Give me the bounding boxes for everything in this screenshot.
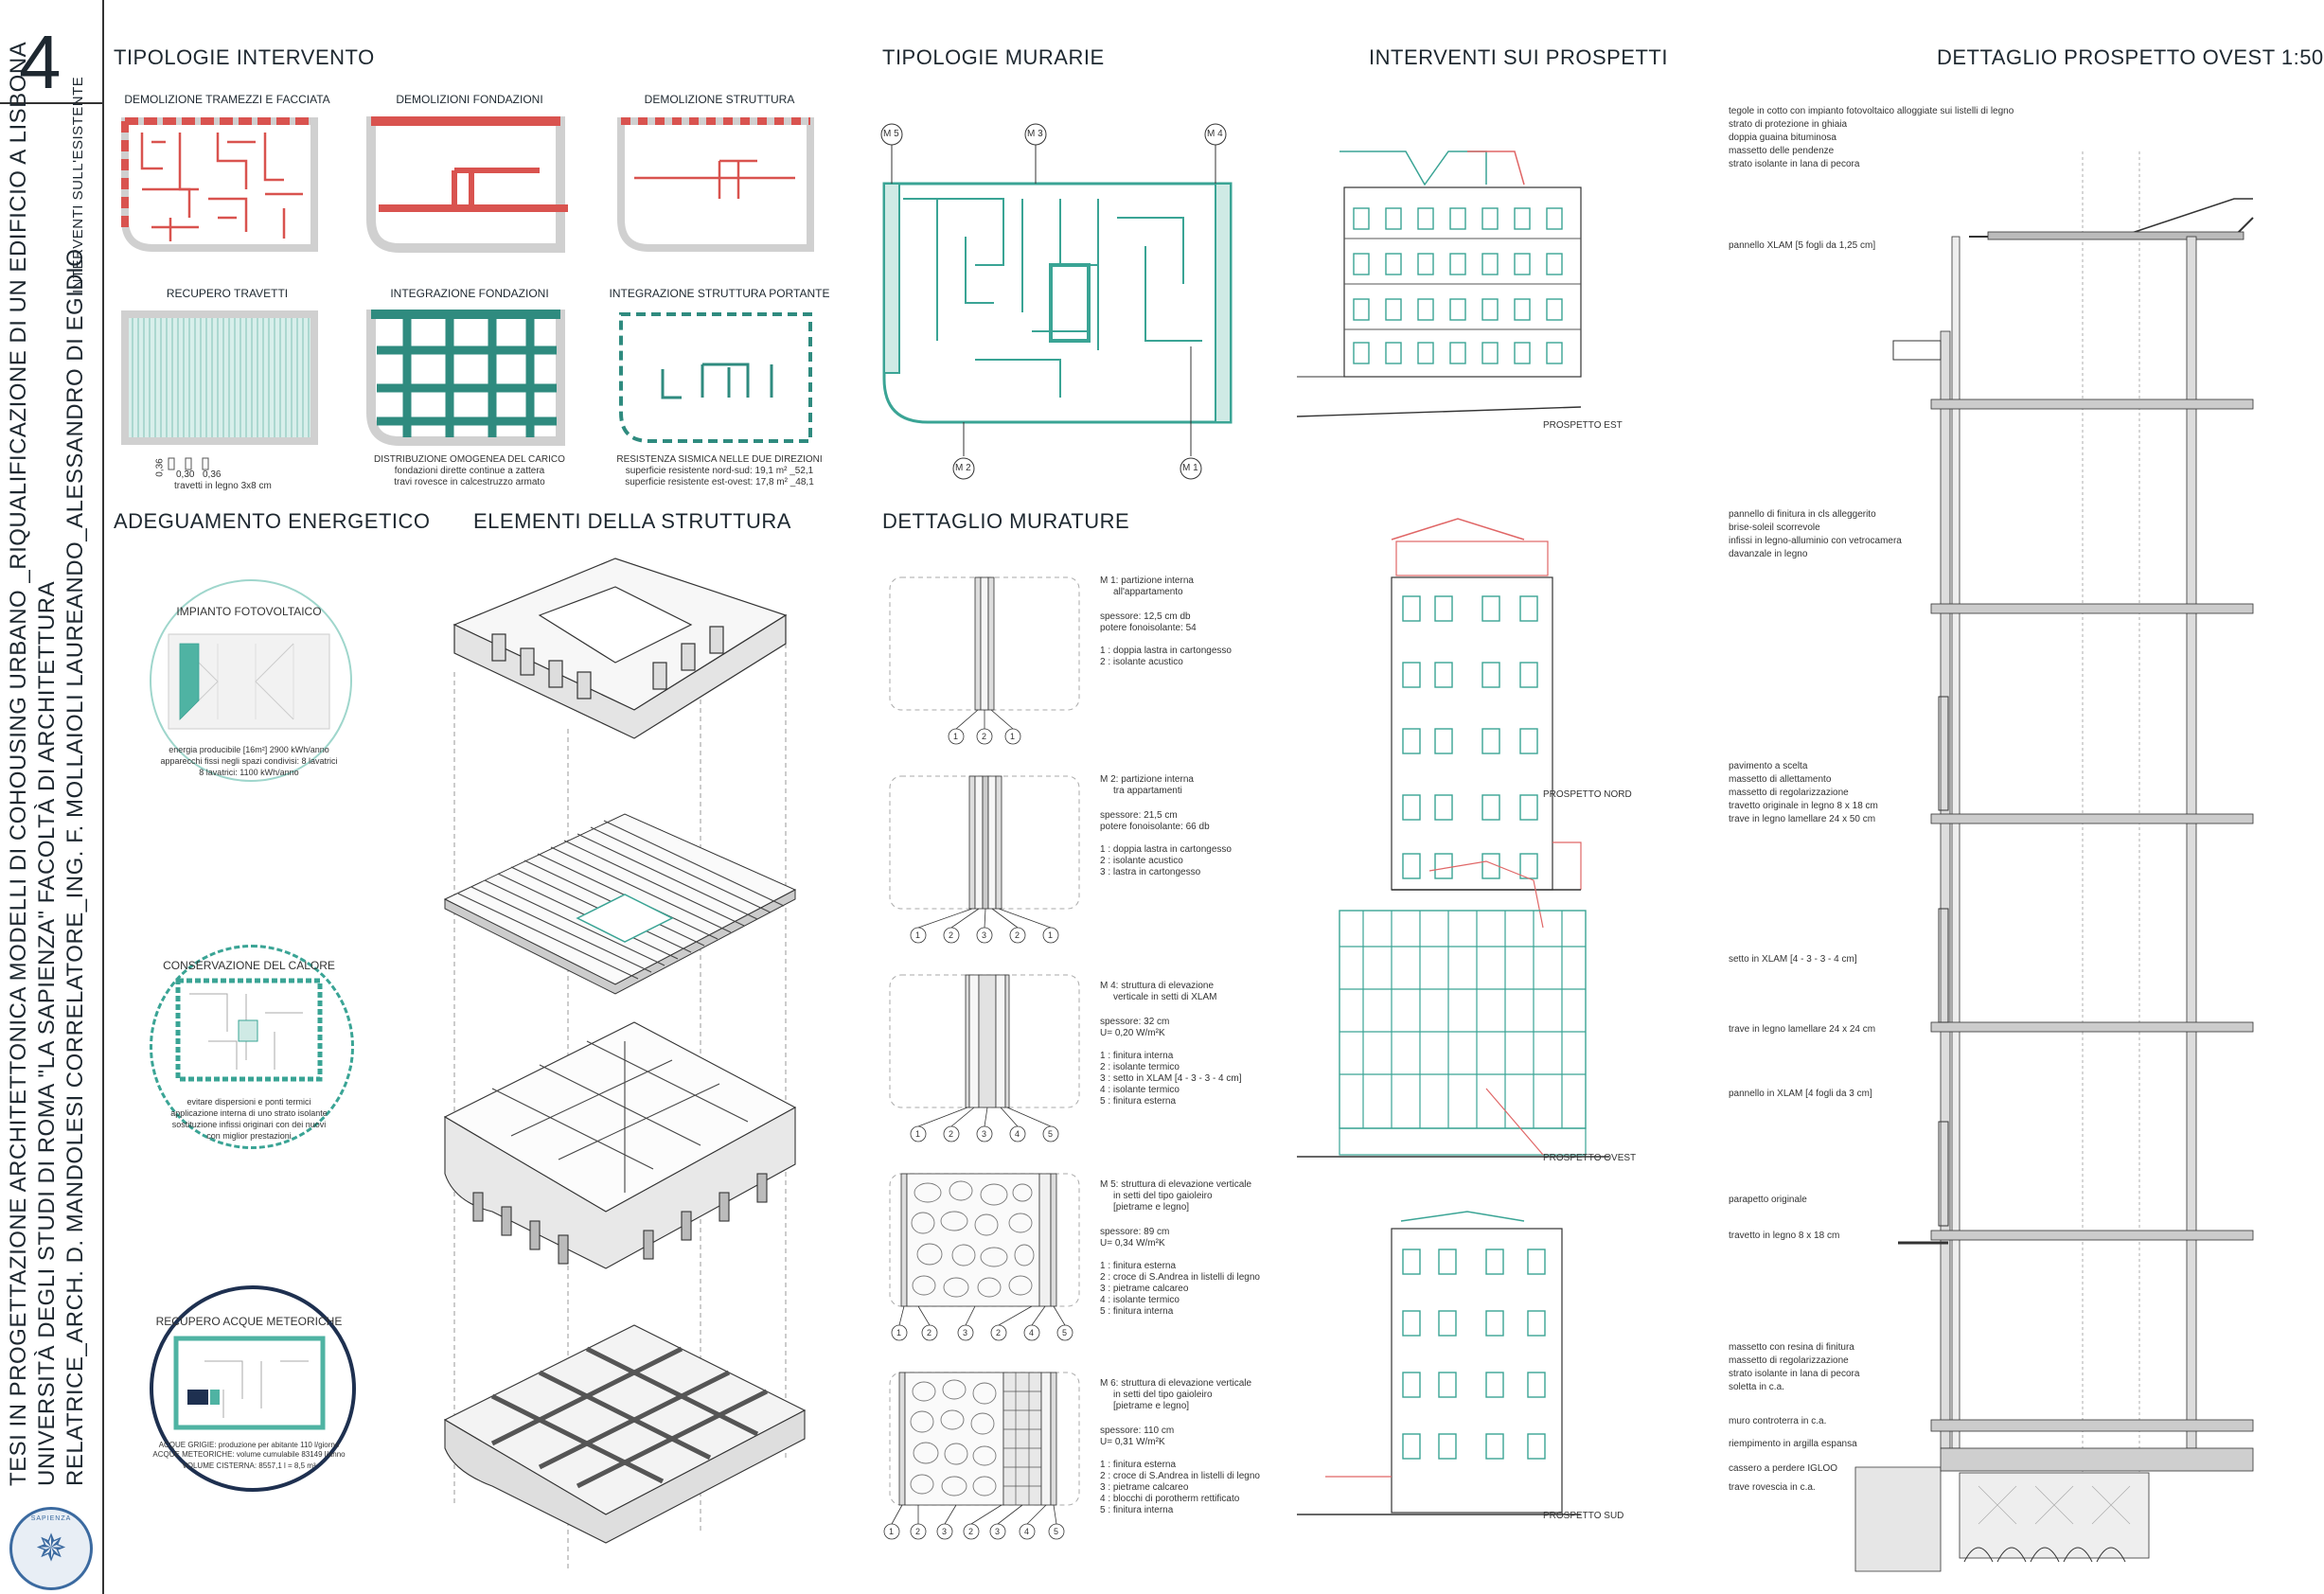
acque-note-2: ACQUE METEORICHE: volume cumulabile 83149 l/anno [152, 1450, 346, 1459]
callout-12: massetto di allettamento [1729, 774, 1832, 785]
m2-layer-3: 3 : lastra in cartongesso [1100, 867, 1201, 877]
m1-num-1: 1 [953, 732, 959, 741]
m4-layer-2: 2 : isolante termico [1100, 1062, 1180, 1072]
m4-num-5: 5 [1048, 1129, 1054, 1139]
m2-num-5: 1 [1048, 930, 1054, 940]
university-seal [9, 1507, 93, 1590]
callout-18: pannello in XLAM [4 fogli da 3 cm] [1729, 1089, 1872, 1099]
adeguamento-title: ADEGUAMENTO ENERGETICO [114, 509, 431, 533]
m6-num-6: 4 [1024, 1527, 1030, 1536]
thesis-title-line-2: UNIVERSITÀ DEGLI STUDI DI ROMA "LA SAPIENZA" FACOLTÀ DI ARCHITETTURA [34, 580, 60, 1486]
callout-20: travetto in legno 8 x 18 cm [1729, 1231, 1840, 1241]
m5-num-4: 2 [996, 1328, 1002, 1337]
tipologie-intervento-title: TIPOLOGIE INTERVENTO [114, 45, 375, 69]
callout-23: strato isolante in lana di pecora [1729, 1369, 1860, 1379]
m6-spec1: spessore: 110 cm [1100, 1426, 1175, 1436]
prospetto-sud-label: PROSPETTO SUD [1543, 1511, 1624, 1521]
callout-1: tegole in cotto con impianto fotovoltaico alloggiate sui listelli di legno [1729, 106, 2014, 116]
m5-num-6: 5 [1062, 1328, 1068, 1337]
m5-layer-3: 3 : pietrame calcareo [1100, 1284, 1189, 1294]
m2-layer-2: 2 : isolante acustico [1100, 856, 1183, 866]
callout-26: riempimento in argilla espansa [1729, 1439, 1857, 1449]
prospetto-ovest-label: PROSPETTO OVEST [1543, 1153, 1637, 1163]
acque-title: RECUPERO ACQUE METEORICHE [155, 1315, 343, 1328]
callout-14: travetto originale in legno 8 x 18 cm [1729, 801, 1878, 811]
m6-num-7: 5 [1054, 1527, 1059, 1536]
travetti-note: travetti in legno 3x8 cm [174, 481, 272, 491]
fotovoltaico-roof-plan [161, 625, 341, 738]
calore-title: CONSERVAZIONE DEL CALORE [163, 959, 335, 972]
wall-m5-description [1100, 1179, 1260, 1318]
m4-layer-3: 3 : setto in XLAM [4 - 3 - 3 - 4 cm] [1100, 1073, 1242, 1084]
m2-head: M 2: partizione interna [1100, 774, 1194, 785]
wall-m6-section [884, 1373, 1079, 1539]
fotovoltaico-note-3: 8 lavatrici: 1100 kWh/anno [199, 768, 299, 777]
m2-num-2: 2 [949, 930, 954, 940]
m4-num-2: 2 [949, 1129, 954, 1139]
prospetto-est-label: PROSPETTO EST [1543, 420, 1623, 431]
m1-layer-1: 1 : doppia lastra in cartongesso [1100, 646, 1232, 656]
m1-layer-2: 2 : isolante acustico [1100, 657, 1183, 667]
m4-layer-4: 4 : isolante termico [1100, 1085, 1180, 1095]
m6-layer-5: 5 : finitura interna [1100, 1505, 1174, 1515]
prospetto-ovest [1297, 861, 1609, 1157]
m6-num-3: 3 [942, 1527, 948, 1536]
elementi-struttura-title: ELEMENTI DELLA STRUTTURA [473, 509, 791, 533]
m6-layer-1: 1 : finitura esterna [1100, 1460, 1177, 1470]
callout-4: massetto delle pendenze [1729, 146, 1835, 156]
tipologie-murarie-plan [871, 114, 1250, 492]
wall-tag-m2: M 2 [955, 463, 971, 473]
scale-tick-3: 0,36 [203, 469, 222, 480]
m4-layer-1: 1 : finitura interna [1100, 1051, 1174, 1061]
fotovoltaico-title: IMPIANTO FOTOVOLTAICO [176, 605, 322, 618]
tipologie-murarie-title: TIPOLOGIE MURARIE [882, 45, 1105, 69]
callout-16: setto in XLAM [4 - 3 - 3 - 4 cm] [1729, 954, 1857, 965]
m5-layer-1: 1 : finitura esterna [1100, 1261, 1177, 1271]
m1-head2: all'appartamento [1113, 587, 1183, 597]
struttura-note-1: RESISTENZA SISMICA NELLE DUE DIREZIONI [616, 454, 823, 465]
m6-head: M 6: struttura di elevazione verticale [1100, 1378, 1252, 1389]
callout-17: trave in legno lamellare 24 x 24 cm [1729, 1024, 1876, 1035]
prospetto-sud [1297, 1212, 1581, 1514]
callout-13: massetto di regolarizzazione [1729, 788, 1849, 798]
m1-spec1: spessore: 12,5 cm db [1100, 611, 1191, 622]
integrazione-fondazioni-plan [371, 314, 560, 441]
m6-num-5: 3 [995, 1527, 1001, 1536]
acque-note-3: VOLUME CISTERNA: 8557,1 l = 8,5 m³ [182, 1461, 316, 1470]
callout-6: pannello XLAM [5 fogli da 1,25 cm] [1729, 240, 1876, 251]
thesis-title-line-3: RELATRICE_ARCH. D. MANDOLESI CORRELATORE_ING. F. MOLLAIOLI LAUREANDO_ALESSANDRO DI EGIDIO [62, 248, 88, 1486]
wall-tag-m5: M 5 [883, 129, 899, 139]
m5-num-3: 3 [963, 1328, 968, 1337]
fondazioni-note-3: travi rovesce in calcestruzzo armato [394, 477, 545, 487]
m2-num-4: 2 [1015, 930, 1020, 940]
integrazione-struttura-plan [621, 314, 810, 441]
m5-layer-5: 5 : finitura interna [1100, 1306, 1174, 1317]
wall-m1-description [1100, 576, 1232, 668]
m4-head2: verticale in setti di XLAM [1113, 992, 1217, 1002]
m6-layer-4: 4 : blocchi di porotherm rettificato [1100, 1494, 1240, 1504]
seal-star-icon: ✵ [35, 1528, 67, 1569]
wall-tag-m1: M 1 [1182, 463, 1198, 473]
fondazioni-note-2: fondazioni dirette continue a zattera [394, 466, 545, 476]
callout-9: infissi in legno-alluminio con vetrocamera [1729, 536, 1902, 546]
dettaglio-murature-title: DETTAGLIO MURATURE [882, 509, 1130, 533]
m2-num-3: 3 [982, 930, 987, 940]
scale-tick-2: 0,30 [176, 469, 195, 480]
m4-num-1: 1 [915, 1129, 921, 1139]
m2-spec2: potere fonoisolante: 66 db [1100, 822, 1210, 832]
m6-num-4: 2 [968, 1527, 974, 1536]
callout-15: trave in legno lamellare 24 x 50 cm [1729, 814, 1876, 824]
struttura-note-3: superficie resistente est-ovest: 17,8 m² _48,1 [625, 477, 814, 487]
m4-head: M 4: struttura di elevazione [1100, 981, 1215, 991]
wall-m2-description [1100, 774, 1232, 878]
callout-8: brise-soleil scorrevole [1729, 522, 1820, 533]
m1-spec2: potere fonoisolante: 54 [1100, 623, 1197, 633]
fotovoltaico-note-1: energia producibile [16m²] 2900 kWh/anno [169, 745, 329, 754]
wall-sections [880, 568, 1089, 1562]
recupero-travetti-plan [125, 314, 314, 469]
card-label-5: INTEGRAZIONE FONDAZIONI [390, 287, 549, 300]
exploded-axonometry [435, 549, 814, 1562]
callout-10: davanzale in legno [1729, 549, 1808, 559]
demolizione-tramezzi-plan [125, 121, 314, 248]
wall-m5-section [890, 1174, 1079, 1340]
prospetto-nord-label: PROSPETTO NORD [1543, 789, 1632, 800]
calore-note-1: evitare dispersioni e ponti termici [186, 1097, 311, 1107]
callout-28: trave rovescia in c.a. [1729, 1482, 1816, 1493]
card-label-6: INTEGRAZIONE STRUTTURA PORTANTE [609, 287, 830, 300]
dettaglio-prospetto-title: DETTAGLIO PROSPETTO OVEST 1:50 [1937, 45, 2324, 69]
fondazioni-note-1: DISTRIBUZIONE OMOGENEA DEL CARICO [374, 454, 565, 465]
m5-layer-4: 4 : isolante termico [1100, 1295, 1180, 1305]
demolizione-struttura-plan [621, 121, 810, 248]
wall-m6-description [1100, 1378, 1260, 1516]
calore-note-4: con miglior prestazioni [206, 1131, 292, 1141]
calore-note-3: sostituzione infissi originari con dei nuovi [171, 1120, 327, 1129]
acque-floor-plan [167, 1333, 337, 1437]
acque-note-1: ACQUE GRIGIE: produzione per abitante 110 l/giorno [158, 1441, 340, 1449]
foundation-level [445, 1325, 805, 1543]
tipologie-intervento-diagrams [0, 0, 852, 492]
callout-2: strato di protezione in ghiaia [1729, 119, 1848, 130]
floor-level [445, 814, 795, 994]
m5-num-5: 4 [1029, 1328, 1035, 1337]
callout-24: soletta in c.a. [1729, 1382, 1784, 1392]
interventi-prospetti-title: INTERVENTI SUI PROSPETTI [1369, 45, 1668, 69]
fotovoltaico-note-2: apparecchi fissi negli spazi condivisi: 8 lavatrici [160, 756, 338, 766]
m6-layer-2: 2 : croce di S.Andrea in listelli di legno [1100, 1471, 1260, 1481]
callout-7: pannello di finitura in cls alleggerito [1729, 509, 1876, 520]
callout-25: muro controterra in c.a. [1729, 1416, 1827, 1426]
m6-head2: in setti del tipo gaioleiro [1113, 1390, 1213, 1400]
m2-spec1: spessore: 21,5 cm [1100, 810, 1178, 821]
prospetti-elevations [1297, 133, 1657, 1533]
roof-level [454, 558, 786, 738]
m2-num-1: 1 [915, 930, 921, 940]
callout-19: parapetto originale [1729, 1195, 1807, 1205]
m5-num-2: 2 [927, 1328, 932, 1337]
m1-num-2: 2 [982, 732, 987, 741]
m4-spec2: U= 0,20 W/m²K [1100, 1028, 1165, 1038]
m4-num-3: 3 [982, 1129, 987, 1139]
m5-spec2: U= 0,34 W/m²K [1100, 1238, 1165, 1249]
wall-m1-section [890, 577, 1079, 744]
sheet-number: 4 [19, 20, 62, 104]
scale-tick-1: 0,36 [154, 458, 166, 477]
m5-layer-2: 2 : croce di S.Andrea in listelli di legno [1100, 1272, 1260, 1283]
wall-tag-m4: M 4 [1207, 129, 1223, 139]
section-vertical-title: INTERVENTI SULL'ESISTENTE [70, 76, 86, 293]
m1-num-3: 1 [1010, 732, 1016, 741]
wall-m2-section [890, 776, 1079, 943]
card-label-2: DEMOLIZIONI FONDAZIONI [396, 93, 543, 106]
m5-num-1: 1 [896, 1328, 902, 1337]
m5-head: M 5: struttura di elevazione verticale [1100, 1179, 1252, 1190]
demolizione-fondazioni-plan [371, 121, 568, 248]
card-label-1: DEMOLIZIONE TRAMEZZI E FACCIATA [124, 93, 330, 106]
calore-note-2: applicazione interna di uno strato isolante [170, 1108, 328, 1118]
m5-head3: [pietrame e legno] [1113, 1202, 1190, 1213]
m6-num-1: 1 [889, 1527, 895, 1536]
card-label-3: DEMOLIZIONE STRUTTURA [644, 93, 795, 106]
seal-text: SAPIENZA [30, 1515, 72, 1522]
prospetto-est [1297, 151, 1581, 416]
m6-spec2: U= 0,31 W/m²K [1100, 1437, 1165, 1447]
prospetto-nord [1392, 519, 1581, 890]
m1-head: M 1: partizione interna [1100, 576, 1194, 586]
m4-num-4: 4 [1015, 1129, 1020, 1139]
callout-21: massetto con resina di finitura [1729, 1342, 1854, 1353]
callout-22: massetto di regolarizzazione [1729, 1355, 1849, 1366]
card-label-4: RECUPERO TRAVETTI [166, 287, 289, 300]
callout-3: doppia guaina bituminosa [1729, 133, 1836, 143]
calore-floor-plan [170, 975, 331, 1089]
callout-27: cassero a perdere IGLOO [1729, 1463, 1838, 1474]
m2-layer-1: 1 : doppia lastra in cartongesso [1100, 844, 1232, 855]
m4-layer-5: 5 : finitura esterna [1100, 1096, 1177, 1107]
walls-level [445, 1022, 795, 1268]
thesis-title-line-1: TESI IN PROGETTAZIONE ARCHITETTONICA MODELLI DI COHOUSING URBANO _RIQUALIFICAZIONE DI UN EDIFICIO A LISBONA [6, 41, 31, 1486]
m6-layer-3: 3 : pietrame calcareo [1100, 1482, 1189, 1493]
m6-head3: [pietrame e legno] [1113, 1401, 1190, 1411]
callout-11: pavimento a scelta [1729, 761, 1808, 771]
struttura-note-2: superficie resistente nord-sud: 19,1 m² _52,1 [625, 466, 814, 476]
m2-head2: tra appartamenti [1113, 786, 1182, 796]
wall-m4-section [890, 975, 1079, 1142]
m6-num-2: 2 [915, 1527, 921, 1536]
wall-m4-description [1100, 981, 1242, 1107]
m4-spec1: spessore: 32 cm [1100, 1017, 1170, 1027]
m5-head2: in setti del tipo gaioleiro [1113, 1191, 1213, 1201]
m5-spec1: spessore: 89 cm [1100, 1227, 1170, 1237]
callout-5: strato isolante in lana di pecora [1729, 159, 1860, 169]
wall-tag-m3: M 3 [1027, 129, 1043, 139]
